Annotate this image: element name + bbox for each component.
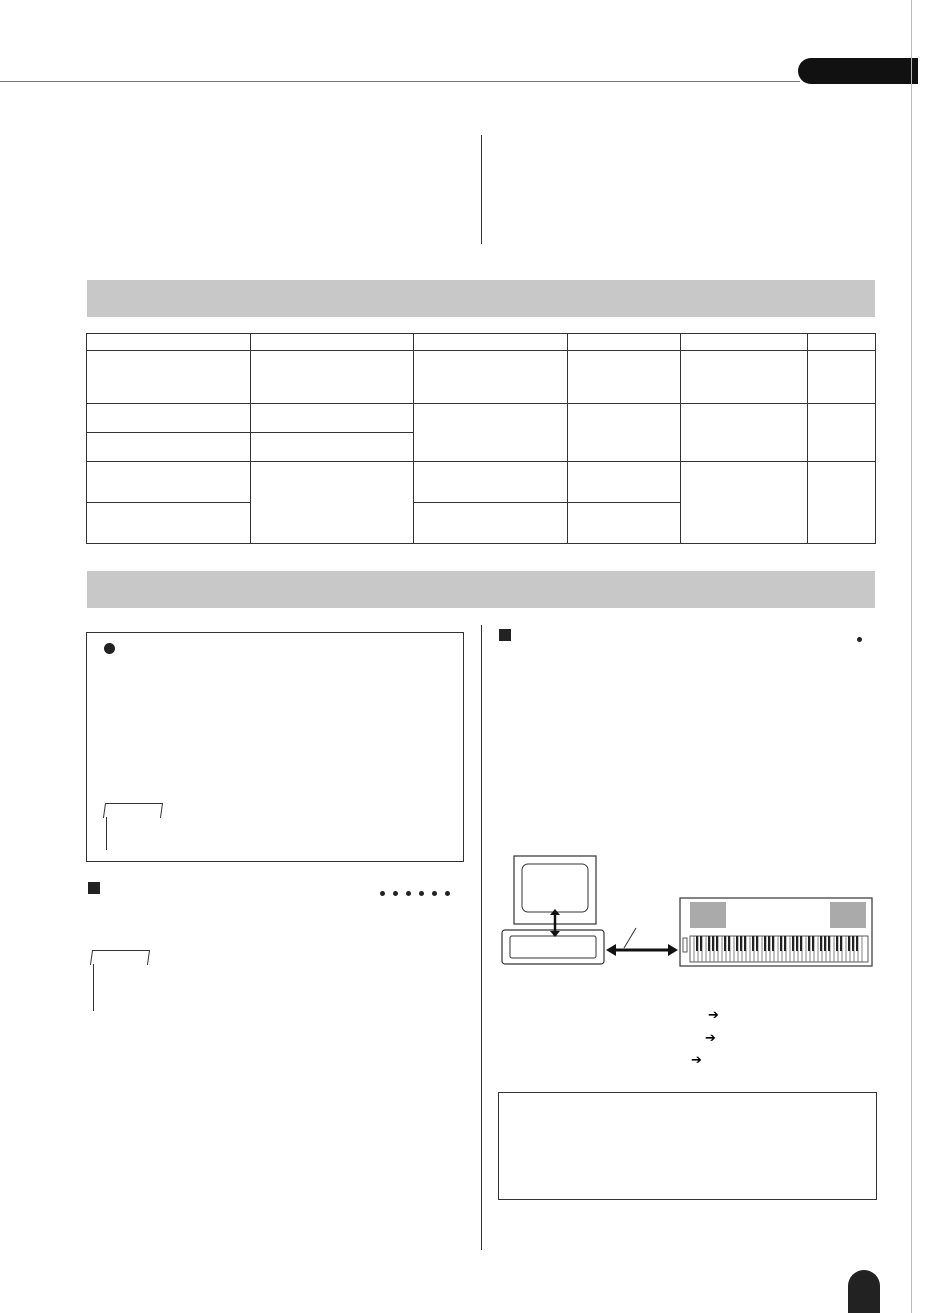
table-cell: [568, 404, 681, 462]
column-divider-bottom: [481, 625, 482, 1250]
table-header-cell: [681, 334, 808, 351]
table-cell: [568, 351, 681, 404]
table-header-cell: [808, 334, 876, 351]
table-cell: [87, 404, 251, 433]
heading-marker-icon: [499, 629, 511, 641]
table-row: [87, 462, 876, 503]
page-edge-rule: [911, 0, 912, 1313]
computer-icon: [502, 856, 604, 964]
double-arrow-icon: [606, 928, 678, 956]
table-row: [87, 351, 876, 404]
table-cell: [414, 462, 568, 503]
table-cell: [808, 462, 876, 544]
info-box: [86, 632, 464, 862]
header-rule: [0, 81, 800, 82]
section-bar-2: [87, 571, 875, 608]
leader-dot-icon: [406, 891, 411, 896]
table-row: [87, 404, 876, 433]
table-cell: [87, 433, 251, 462]
note-rule: [106, 817, 107, 850]
table-cell: [87, 351, 251, 404]
arrow-right-icon: ➔: [705, 1031, 716, 1046]
chapter-tab: [798, 58, 918, 84]
table-cell: [251, 433, 414, 462]
table-cell: [568, 503, 681, 544]
computer-keyboard-illustration: [500, 852, 876, 970]
keyboard-icon: [680, 898, 872, 966]
leader-dot-icon: [445, 891, 450, 896]
column-divider-top: [481, 135, 482, 244]
table-header-cell: [414, 334, 568, 351]
table-cell: [87, 462, 251, 503]
table-header-cell: [251, 334, 414, 351]
note-tab-icon: [90, 950, 150, 965]
leader-dot-icon: [419, 891, 424, 896]
spec-table: [86, 333, 876, 544]
table-cell: [414, 351, 568, 404]
leader-dot-icon: [857, 637, 862, 642]
arrow-right-icon: ➔: [708, 1008, 719, 1023]
table-cell: [681, 404, 808, 462]
table-cell: [681, 351, 808, 404]
heading-marker-icon: [88, 882, 100, 894]
table-cell: [87, 503, 251, 544]
bullet-icon: [104, 643, 115, 654]
table-cell: [251, 351, 414, 404]
table-cell: [414, 503, 568, 544]
arrow-right-icon: ➔: [691, 1053, 702, 1068]
table-cell: [251, 462, 414, 544]
section-bar-1: [87, 280, 875, 317]
table-header-row: [87, 334, 876, 351]
table-cell: [414, 404, 568, 462]
note-rule: [93, 964, 94, 1011]
table-cell: [808, 404, 876, 462]
table-header-cell: [87, 334, 251, 351]
leader-dot-icon: [393, 891, 398, 896]
leader-dot-icon: [380, 891, 385, 896]
page-number-tab: [848, 1270, 880, 1313]
table-cell: [251, 404, 414, 433]
table-cell: [681, 462, 808, 544]
table-cell: [808, 351, 876, 404]
table-header-cell: [568, 334, 681, 351]
notice-box: [498, 1092, 877, 1200]
leader-dot-icon: [432, 891, 437, 896]
note-tab-icon: [103, 803, 163, 818]
table-cell: [568, 462, 681, 503]
